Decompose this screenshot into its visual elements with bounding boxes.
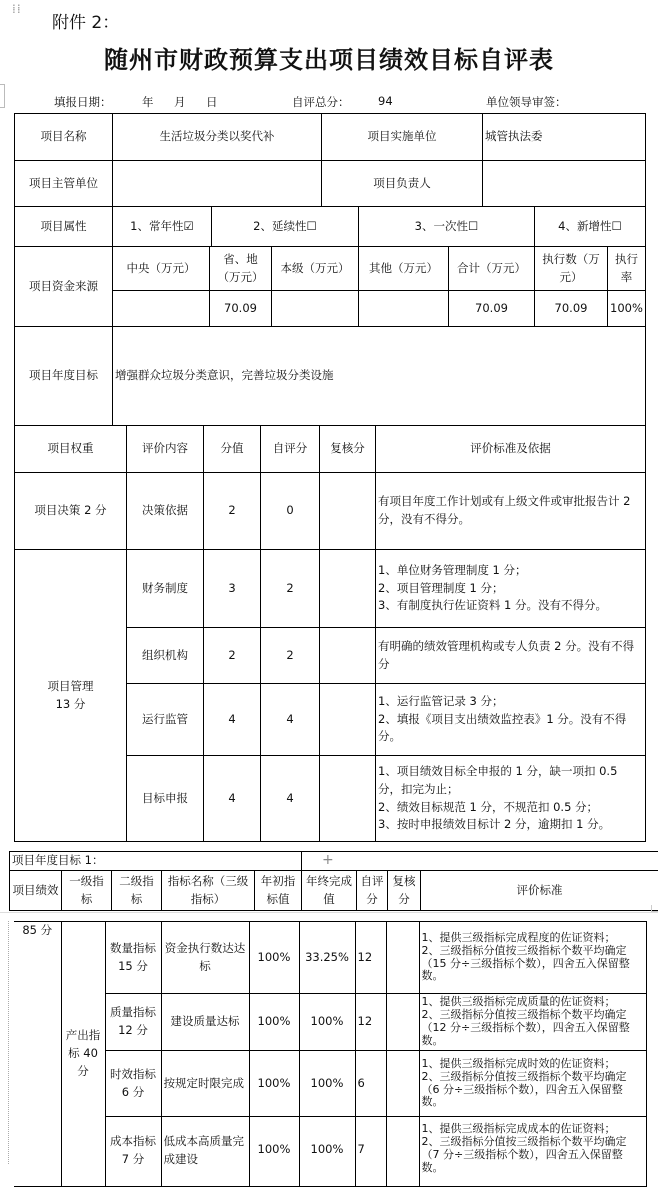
attachment-label: 附件 2： bbox=[52, 8, 119, 33]
val-local bbox=[272, 291, 359, 327]
mon-score: 4 bbox=[204, 684, 261, 756]
decision-item: 决策依据 bbox=[127, 473, 204, 550]
h-l1: 一级指标 bbox=[62, 871, 112, 911]
left-ruler bbox=[0, 921, 9, 1164]
mgmt-group bbox=[15, 550, 127, 842]
fin-review bbox=[320, 550, 376, 628]
quality-criteria bbox=[419, 994, 646, 1051]
h-init: 年初指标值 bbox=[255, 871, 302, 911]
attr-label: 项目属性 bbox=[15, 207, 113, 247]
quality-name: 建设质量达标 bbox=[161, 994, 249, 1051]
margin-marker bbox=[0, 84, 5, 108]
quantity-criteria-2: 2、三级指标分值按三级指标个数平均确定（15 分÷三级指标个数），四舍五入保留整数。 bbox=[422, 945, 644, 984]
quantity-self: 12 bbox=[355, 922, 386, 994]
quality-l2: 质量指标 12 分 bbox=[105, 994, 161, 1051]
cost-init: 100% bbox=[249, 1117, 299, 1187]
perf-total: 85 分 bbox=[14, 922, 61, 1187]
tgt-self: 4 bbox=[261, 756, 320, 842]
timeliness-self: 6 bbox=[355, 1051, 386, 1117]
quality-review bbox=[386, 994, 419, 1051]
quantity-criteria bbox=[419, 922, 646, 994]
fin-criteria bbox=[376, 550, 646, 628]
tgt-criteria-2: 2、绩效目标规范 1 分，不规范扣 0.5 分； bbox=[378, 799, 643, 817]
h-self: 自评分 bbox=[261, 426, 320, 473]
output-group bbox=[61, 922, 105, 1187]
mon-self: 4 bbox=[261, 684, 320, 756]
cost-self: 7 bbox=[355, 1117, 386, 1187]
org-criteria: 有明确的绩效管理机构或专人负责 2 分。没有不得分 bbox=[376, 628, 646, 684]
org-score: 2 bbox=[204, 628, 261, 684]
quantity-name: 资金执行数达达标 bbox=[161, 922, 249, 994]
annual-goal-label: 项目年度目标 bbox=[15, 327, 113, 426]
org-item: 组织机构 bbox=[127, 628, 204, 684]
col-rate: 执行率 bbox=[608, 247, 646, 291]
h-perf: 项目绩效 bbox=[10, 871, 62, 911]
tgt-score: 4 bbox=[204, 756, 261, 842]
quantity-l2: 数量指标 15 分 bbox=[105, 922, 161, 994]
leader-label: 单位领导审签： bbox=[486, 94, 567, 110]
page-corner-marker bbox=[651, 905, 658, 912]
timeliness-review bbox=[386, 1051, 419, 1117]
fin-self: 2 bbox=[261, 550, 320, 628]
decision-group: 项目决策 2 分 bbox=[15, 473, 127, 550]
cost-criteria-1: 1、提供三级指标完成成本的佐证资料； bbox=[422, 1123, 644, 1136]
timeliness-criteria bbox=[419, 1051, 646, 1117]
dept-label: 项目主管单位 bbox=[15, 161, 113, 207]
mon-review bbox=[320, 684, 376, 756]
perf-goal-value bbox=[302, 852, 658, 871]
decision-self: 0 bbox=[261, 473, 320, 550]
tgt-criteria-1: 1、项目绩效目标全申报的 1 分，缺一项扣 0.5 分，扣完为止； bbox=[378, 763, 643, 799]
date-day: 日 bbox=[206, 94, 218, 110]
mgmt-group-name: 项目管理 bbox=[17, 678, 124, 696]
date-year: 年 bbox=[142, 94, 154, 110]
h-review: 复核分 bbox=[320, 426, 376, 473]
h-score: 分值 bbox=[204, 426, 261, 473]
mon-item: 运行监管 bbox=[127, 684, 204, 756]
owner-label: 项目负责人 bbox=[322, 161, 483, 207]
h-perf-criteria: 评价标准 bbox=[421, 871, 658, 911]
h-criteria: 评价标准及依据 bbox=[376, 426, 646, 473]
fin-criteria-1: 1、单位财务管理制度 1 分； bbox=[378, 562, 643, 580]
mon-criteria-2: 2、填报《项目支出绩效监控表》1 分。没有不得分。 bbox=[378, 711, 643, 747]
weight-table bbox=[14, 425, 646, 842]
score-value: 94 bbox=[378, 94, 393, 108]
org-review bbox=[320, 628, 376, 684]
quantity-init: 100% bbox=[249, 922, 299, 994]
funds-label: 项目资金来源 bbox=[15, 247, 113, 327]
cost-criteria-2: 2、三级指标分值按三级指标个数平均确定（7 分÷三级指标个数），四舍五入保留整数。 bbox=[422, 1136, 644, 1175]
perf-detail-table bbox=[14, 921, 647, 1187]
h-weight: 项目权重 bbox=[15, 426, 127, 473]
cost-criteria bbox=[419, 1117, 646, 1187]
val-total: 70.09 bbox=[449, 291, 535, 327]
h-perf-review: 复核分 bbox=[388, 871, 421, 911]
output-group-2: 标 40 bbox=[64, 1045, 103, 1063]
quality-init: 100% bbox=[249, 994, 299, 1051]
score-label: 自评总分： bbox=[292, 94, 350, 110]
decision-score: 2 bbox=[204, 473, 261, 550]
impl-label: 项目实施单位 bbox=[322, 114, 483, 161]
cost-final: 100% bbox=[299, 1117, 355, 1187]
fin-criteria-3: 3、有制度执行佐证资料 1 分。没有不得分。 bbox=[378, 597, 643, 615]
cost-l2: 成本指标 7 分 bbox=[105, 1117, 161, 1187]
quality-final: 100% bbox=[299, 994, 355, 1051]
output-group-1: 产出指 bbox=[64, 1027, 103, 1045]
attr-new[interactable]: 4、新增性☐ bbox=[535, 207, 646, 247]
owner-value bbox=[483, 161, 646, 207]
col-local: 本级（万元） bbox=[272, 247, 359, 291]
tgt-item: 目标申报 bbox=[127, 756, 204, 842]
quantity-final: 33.25% bbox=[299, 922, 355, 994]
timeliness-name: 按规定时限完成 bbox=[161, 1051, 249, 1117]
val-central bbox=[113, 291, 210, 327]
output-group-3: 分 bbox=[64, 1063, 103, 1081]
page-title: 随州市财政预算支出项目绩效目标自评表 bbox=[0, 40, 658, 75]
decision-review bbox=[320, 473, 376, 550]
timeliness-l2: 时效指标 6 分 bbox=[105, 1051, 161, 1117]
name-value: 生活垃圾分类以奖代补 bbox=[113, 114, 322, 161]
drag-handle-icon[interactable]: ⁞⁞ bbox=[12, 6, 22, 12]
date-month: 月 bbox=[174, 94, 186, 110]
h-perf-self: 自评分 bbox=[357, 871, 388, 911]
fin-criteria-2: 2、项目管理制度 1 分； bbox=[378, 580, 643, 598]
attr-onetime[interactable]: 3、一次性☐ bbox=[359, 207, 535, 247]
fin-item: 财务制度 bbox=[127, 550, 204, 628]
add-row-icon[interactable]: + bbox=[322, 852, 334, 868]
cost-name: 低成本高质量完成建设 bbox=[161, 1117, 249, 1187]
impl-value: 城管执法委 bbox=[483, 114, 646, 161]
quality-self: 12 bbox=[355, 994, 386, 1051]
h-content: 评价内容 bbox=[127, 426, 204, 473]
decision-criteria: 有项目年度工作计划或有上级文件或审批报告计 2 分，没有不得分。 bbox=[376, 473, 646, 550]
timeliness-criteria-2: 2、三级指标分值按三级指标个数平均确定（6 分÷三级指标个数），四舍五入保留整数。 bbox=[422, 1071, 644, 1110]
mgmt-group-score: 13 分 bbox=[17, 696, 124, 714]
tgt-criteria bbox=[376, 756, 646, 842]
mon-criteria bbox=[376, 684, 646, 756]
perf-goal-label: 项目年度目标 1： bbox=[10, 852, 302, 871]
perf-table bbox=[9, 851, 658, 911]
val-other bbox=[359, 291, 449, 327]
val-province: 70.09 bbox=[210, 291, 272, 327]
col-central: 中央（万元） bbox=[113, 247, 210, 291]
quantity-criteria-1: 1、提供三级指标完成程度的佐证资料； bbox=[422, 932, 644, 945]
mon-criteria-1: 1、运行监管记录 3 分； bbox=[378, 693, 643, 711]
col-other: 其他（万元） bbox=[359, 247, 449, 291]
org-self: 2 bbox=[261, 628, 320, 684]
attr-continuing[interactable]: 2、延续性☐ bbox=[212, 207, 359, 247]
col-province: 省、地（万元） bbox=[210, 247, 272, 291]
annual-goal-value: 增强群众垃圾分类意识，完善垃圾分类设施 bbox=[113, 327, 646, 426]
val-executed: 70.09 bbox=[535, 291, 608, 327]
h-l2: 二级指标 bbox=[112, 871, 162, 911]
dept-value bbox=[113, 161, 322, 207]
quality-criteria-1: 1、提供三级指标完成质量的佐证资料； bbox=[422, 996, 644, 1009]
h-name: 指标名称（三级指标） bbox=[162, 871, 255, 911]
attr-annual[interactable]: 1、常年性☑ bbox=[113, 207, 212, 247]
fin-score: 3 bbox=[204, 550, 261, 628]
name-label: 项目名称 bbox=[15, 114, 113, 161]
project-info-table bbox=[14, 113, 646, 426]
val-rate: 100% bbox=[608, 291, 646, 327]
col-executed: 执行数（万元） bbox=[535, 247, 608, 291]
tgt-review bbox=[320, 756, 376, 842]
tgt-criteria-3: 3、按时申报绩效目标计 2 分，逾期扣 1 分。 bbox=[378, 816, 643, 834]
page-break bbox=[0, 912, 658, 913]
quantity-review bbox=[386, 922, 419, 994]
timeliness-criteria-1: 1、提供三级指标完成时效的佐证资料； bbox=[422, 1058, 644, 1071]
h-final: 年终完成值 bbox=[302, 871, 357, 911]
quality-criteria-2: 2、三级指标分值按三级指标个数平均确定（12 分÷三级指标个数），四舍五入保留整数。 bbox=[422, 1009, 644, 1048]
timeliness-final: 100% bbox=[299, 1051, 355, 1117]
fill-date-label: 填报日期： bbox=[54, 94, 112, 110]
timeliness-init: 100% bbox=[249, 1051, 299, 1117]
cost-review bbox=[386, 1117, 419, 1187]
col-total: 合计（万元） bbox=[449, 247, 535, 291]
